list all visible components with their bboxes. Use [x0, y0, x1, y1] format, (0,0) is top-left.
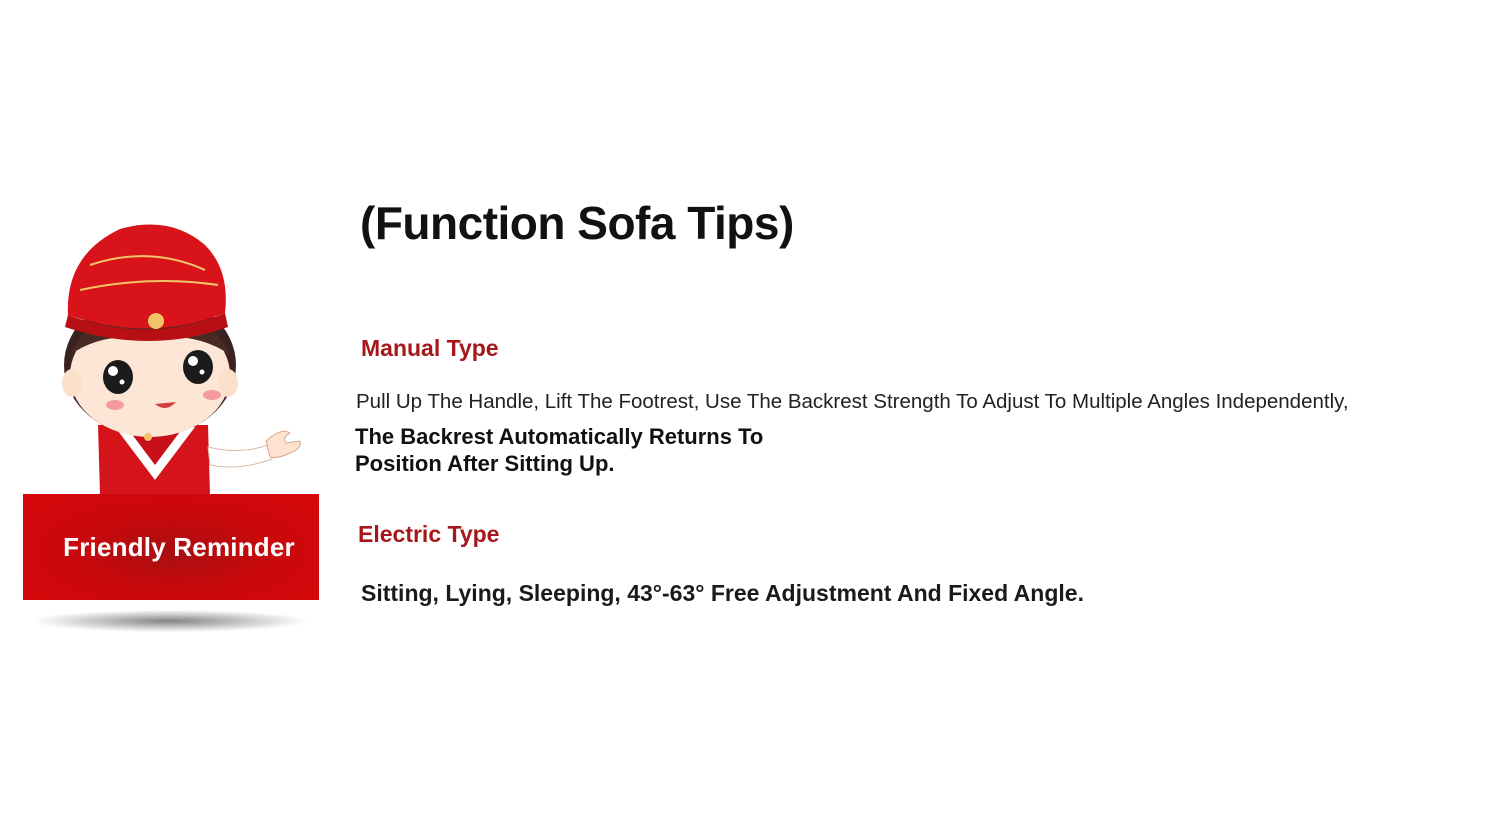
page-title: (Function Sofa Tips): [360, 197, 794, 249]
electric-type-heading: Electric Type: [358, 521, 500, 547]
manual-type-description: Pull Up The Handle, Lift The Footrest, Use The Backrest Strength To Adjust To Multiple Angles Independently,: [356, 390, 1349, 413]
friendly-reminder-banner: [23, 494, 319, 600]
mascot-illustration: [20, 215, 320, 505]
electric-type-description: Sitting, Lying, Sleeping, 43°-63° Free Adjustment And Fixed Angle.: [361, 580, 1084, 606]
banner-shadow: [34, 610, 306, 632]
manual-type-note: The Backrest Automatically Returns To Position After Sitting Up.: [355, 424, 764, 476]
manual-type-heading: Manual Type: [361, 335, 499, 361]
friendly-reminder-label: Friendly Reminder: [63, 531, 295, 562]
